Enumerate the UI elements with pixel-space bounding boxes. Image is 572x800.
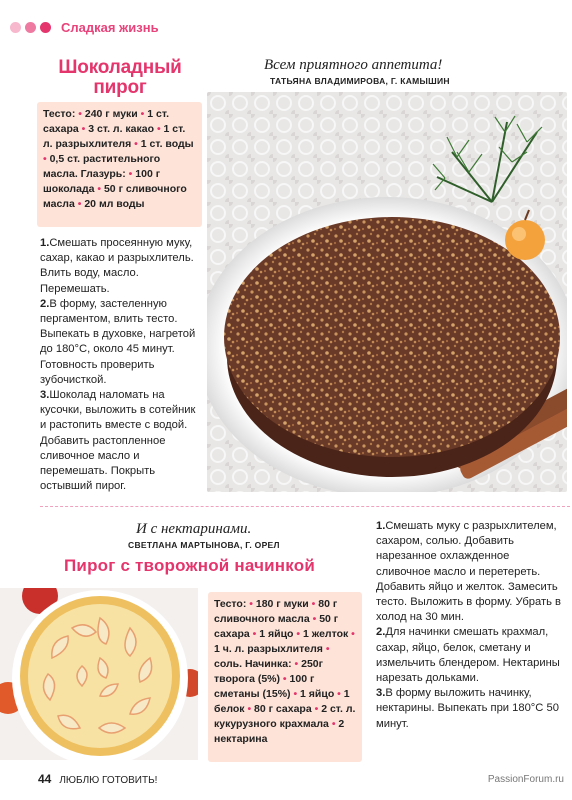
magazine-name: ЛЮБЛЮ ГОТОВИТЬ! — [59, 775, 158, 786]
nectarine-pie-image — [0, 588, 198, 760]
ingredient: 1 ч. л. разрыхлителя — [214, 643, 323, 655]
ingredient: 1 ст. сахара — [43, 108, 170, 135]
step-text: Смешать муку с разрыхлителем, сахаром, солью. Добавить нарезанное охлажденное сливочное масло и перетереть. Добавить яйцо и желток. Замесить тесто. Выложить в форму. Убрать в холод на 30 мин. — [376, 520, 561, 624]
header-dot-2 — [25, 22, 36, 33]
ingredient: 80 г сливочного масла — [214, 598, 338, 625]
bullet-icon: • — [94, 183, 104, 195]
bullet-icon: • — [293, 628, 303, 640]
step-text: В форму выложить начинку, нектарины. Выпекать при 180°С 50 минут. — [376, 687, 559, 730]
recipe2-author: СВЕТЛАНА МАРТЫНОВА, Г. ОРЕЛ — [128, 540, 280, 550]
step — [40, 388, 203, 494]
step — [376, 625, 566, 686]
step — [40, 236, 203, 297]
bullet-icon: • — [78, 123, 89, 135]
ingredient: 180 г муки — [255, 598, 309, 610]
step-number: 1. — [376, 520, 386, 532]
bullet-icon: • — [280, 673, 290, 685]
ingredient: 1 желток — [303, 628, 349, 640]
bullet-icon: • — [334, 688, 344, 700]
bullet-icon: • — [128, 168, 136, 180]
bullet-icon: • — [294, 658, 302, 670]
section-header — [10, 20, 159, 35]
ingredient: 2 ст. л. кукурузного крахмала — [214, 703, 356, 730]
recipe2-steps — [376, 519, 566, 732]
ingredient: 20 мл воды — [84, 198, 145, 210]
ingredient: 50 г сахара — [214, 613, 339, 640]
chocolate-cake-image — [207, 92, 567, 492]
bullet-icon: • — [244, 703, 255, 715]
section-divider — [40, 506, 570, 507]
ing-label: Тесто: — [214, 598, 250, 610]
step-number: 1. — [40, 237, 50, 249]
bullet-icon: • — [348, 628, 355, 640]
ingredient: 1 ст. л. разрыхлителя — [43, 123, 186, 150]
step-text: Шоколад наломать на кусочки, выложить в сотейник и растопить вместе с водой. Добавить растопленное сливочное масло и перемешать. Покрыть остывший пирог. — [40, 389, 196, 493]
recipe1-title — [40, 58, 200, 98]
bullet-icon: • — [311, 703, 322, 715]
ingredient: 1 яйцо — [259, 628, 294, 640]
ingredient: 1 белок — [214, 688, 350, 715]
step-number: 3. — [40, 389, 50, 402]
step-number: 3. — [376, 687, 386, 700]
step-number: 2. — [376, 626, 386, 639]
bullet-icon: • — [78, 108, 85, 120]
recipe1-title-line1: Шоколадный — [58, 57, 182, 78]
bullet-icon: • — [308, 598, 319, 610]
bullet-icon: • — [74, 198, 85, 210]
ingredient: 240 г муки — [84, 108, 138, 120]
bullet-icon: • — [137, 108, 148, 120]
ingredient: 250г творога (5%) — [214, 658, 324, 685]
ingredient: 2 нектарина — [214, 718, 345, 745]
ingredient: 50 г сливочного масла — [43, 183, 187, 210]
ingredient: 3 ст. л. какао — [88, 123, 155, 135]
step-text: Для начинки смешать крахмал, сахар, яйцо, белок, сметану и измельчить блендером. Нектарины нарезать дольками. — [376, 626, 560, 685]
recipe1-steps — [40, 236, 203, 494]
ingredient: 80 г сахара — [254, 703, 312, 715]
step — [40, 297, 203, 388]
ing-label: Тесто: — [43, 108, 79, 120]
page-number: 44 — [38, 772, 52, 786]
recipe2-title: Пирог с творожной начинкой — [64, 556, 315, 575]
bullet-icon: • — [249, 598, 256, 610]
step-number: 2. — [40, 297, 50, 310]
recipe1-title-line2: пирог — [93, 77, 147, 98]
bullet-icon: • — [322, 643, 330, 655]
step-text: Смешать просеянную муку, сахар, какао и разрыхлитель. Влить воду, масло. Перемешать. — [40, 237, 194, 295]
recipe1-ingredients — [37, 102, 202, 227]
chocolate-cake-photo — [207, 92, 567, 492]
ingredient: 100 г шоколада — [43, 168, 161, 195]
ingredient: 1 ст. воды — [140, 138, 194, 150]
step — [376, 519, 566, 625]
recipe2-quote: И с нектаринами. — [136, 521, 252, 537]
bullet-icon: • — [290, 688, 301, 700]
header-dot-3 — [40, 22, 51, 33]
section-title: Сладкая жизнь — [61, 20, 159, 35]
recipe1-author: ТАТЬЯНА ВЛАДИМИРОВА, Г. КАМЫШИН — [270, 76, 450, 86]
recipe2-ingredients — [208, 592, 362, 762]
page-footer — [38, 772, 157, 786]
bullet-icon: • — [154, 123, 164, 135]
ingredient: соль. Начинка: — [214, 658, 295, 670]
watermark: PassionForum.ru — [487, 774, 564, 785]
bullet-icon: • — [249, 628, 260, 640]
ingredient: 0,5 ст. растительного масла. Глазурь: — [43, 153, 161, 180]
bullet-icon: • — [309, 613, 320, 625]
bullet-icon: • — [131, 138, 141, 150]
ingredient: 1 яйцо — [300, 688, 335, 700]
bullet-icon: • — [43, 153, 50, 165]
bullet-icon: • — [328, 718, 339, 730]
ingredient: 100 г сметаны (15%) — [214, 673, 315, 700]
recipe1-quote: Всем приятного аппетита! — [264, 57, 443, 73]
header-dot-1 — [10, 22, 21, 33]
step — [376, 686, 566, 732]
nectarine-pie-photo — [0, 588, 198, 760]
step-text: В форму, застеленную пергаментом, влить тесто. Выпекать в духовке, нагретой до 180°С, около 45 минут. Готовность проверить зубочисткой. — [40, 297, 196, 386]
